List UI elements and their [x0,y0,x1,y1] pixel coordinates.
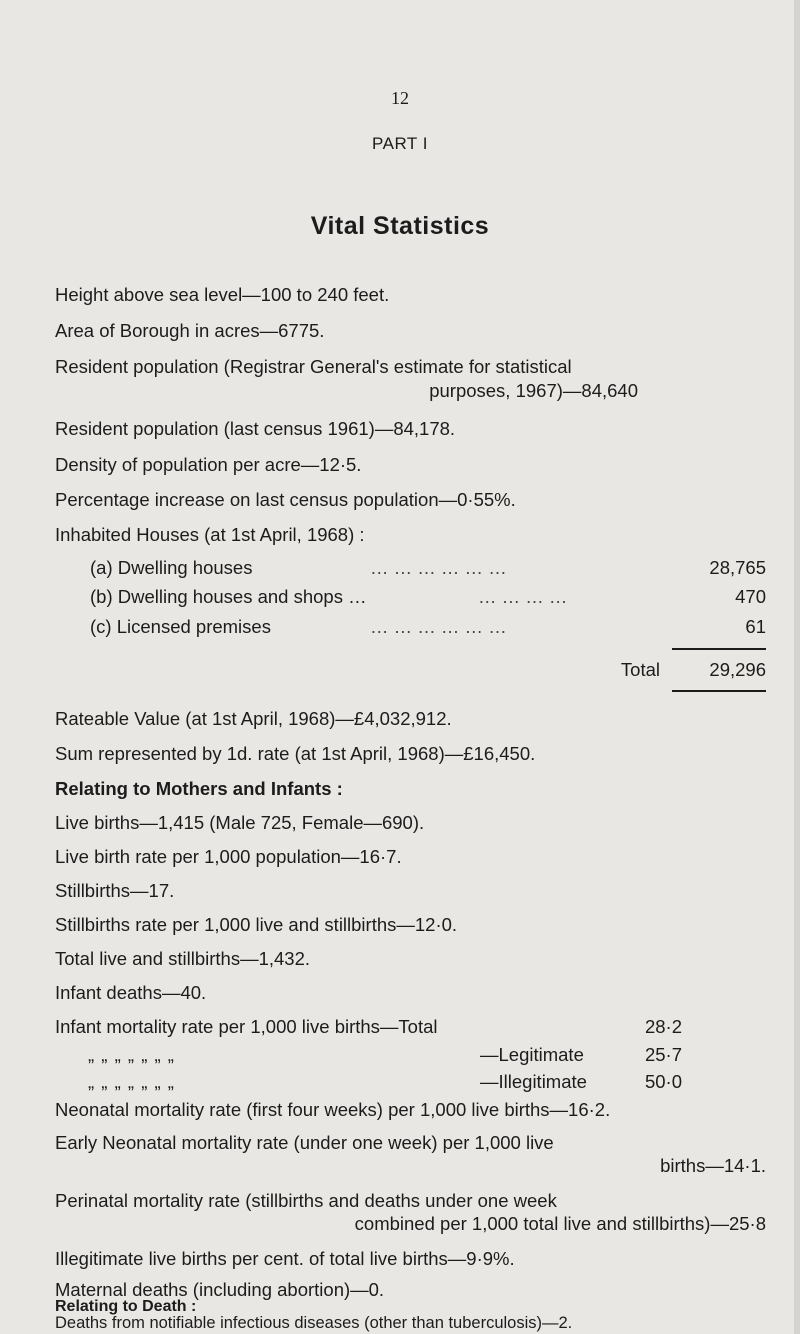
houses-row-leader: … … … … … … [370,616,507,637]
area-line: Area of Borough in acres—6775. [55,320,325,341]
houses-row-value: 61 [745,616,766,637]
maternal-deaths-line: Maternal deaths (including abortion)—0. [55,1279,385,1300]
infant-deaths-line: Infant deaths—40. [55,982,207,1003]
part-heading: PART I [372,134,428,153]
height-line: Height above sea level—100 to 240 feet. [55,284,390,305]
infant-mortality-label: Infant mortality rate per 1,000 live births—Total [55,1016,438,1037]
neonatal-line: Neonatal mortality rate (first four weeks) per 1,000 live births—16·2. [55,1099,611,1120]
density-line: Density of population per acre—12·5. [55,454,362,475]
houses-row-label: (a) Dwelling houses [90,557,253,578]
live-birth-rate-line: Live birth rate per 1,000 population—16·7. [55,846,402,867]
page-edge-shadow [794,0,800,1334]
inhabited-heading: Inhabited Houses (at 1st April, 1968) : [55,524,365,545]
houses-row-value: 28,765 [709,557,766,578]
houses-row-leader: … … … … [478,586,568,607]
total-rule-bottom [672,690,766,692]
percentage-line: Percentage increase on last census population—0·55%. [55,489,516,510]
houses-row-value: 470 [735,586,766,607]
infant-mortality-illegit-value: 50·0 [644,1071,682,1092]
early-neonatal-line-2: births—14·1. [660,1155,766,1176]
mothers-heading: Relating to Mothers and Infants : [55,778,343,799]
houses-total-value: 29,296 [709,659,766,680]
page-number: 12 [391,88,409,108]
houses-row-leader: … … … … … … [370,557,507,578]
resident-estimate-line-2: purposes, 1967)—84,640 [429,380,638,401]
death-heading: Relating to Death : [55,1298,197,1315]
total-live-still-line: Total live and stillbirths—1,432. [55,948,311,969]
infant-mortality-total-value: 28·2 [644,1016,682,1037]
perinatal-line-2: combined per 1,000 total live and stillbirths)—25·8 [354,1213,766,1234]
illegitimate-percent-line: Illegitimate live births per cent. of total live births—9·9%. [55,1248,515,1269]
sum-rate-line: Sum represented by 1d. rate (at 1st April, 1968)—£16,450. [55,743,536,764]
resident-estimate-line-1: Resident population (Registrar General's estimate for statistical [55,356,572,377]
houses-row-label: (c) Licensed premises [90,616,271,637]
houses-row-label: (b) Dwelling houses and shops … [90,586,367,607]
stillbirths-line: Stillbirths—17. [55,880,175,901]
stillbirth-rate-line: Stillbirths rate per 1,000 live and stillbirths—12·0. [55,914,458,935]
rateable-value-line: Rateable Value (at 1st April, 1968)—£4,032,912. [55,708,452,729]
infant-mortality-illegit-label: —Illegitimate [480,1071,587,1092]
ditto-marks: „ „ „ „ „ „ „ [88,1071,175,1092]
perinatal-line-1: Perinatal mortality rate (stillbirths and deaths under one week [55,1190,557,1211]
infant-mortality-legit-value: 25·7 [644,1044,682,1065]
total-rule-top [672,648,766,650]
live-births-line: Live births—1,415 (Male 725, Female—690). [55,812,425,833]
notifiable-deaths-line: Deaths from notifiable infectious diseases (other than tuberculosis)—2. [55,1314,573,1332]
resident-census-line: Resident population (last census 1961)—84,178. [55,418,456,439]
houses-total-label: Total [620,659,660,680]
early-neonatal-line-1: Early Neonatal mortality rate (under one week) per 1,000 live [55,1132,554,1153]
page-title: Vital Statistics [310,212,490,240]
infant-mortality-legit-label: —Legitimate [480,1044,584,1065]
ditto-marks: „ „ „ „ „ „ „ [88,1044,175,1065]
